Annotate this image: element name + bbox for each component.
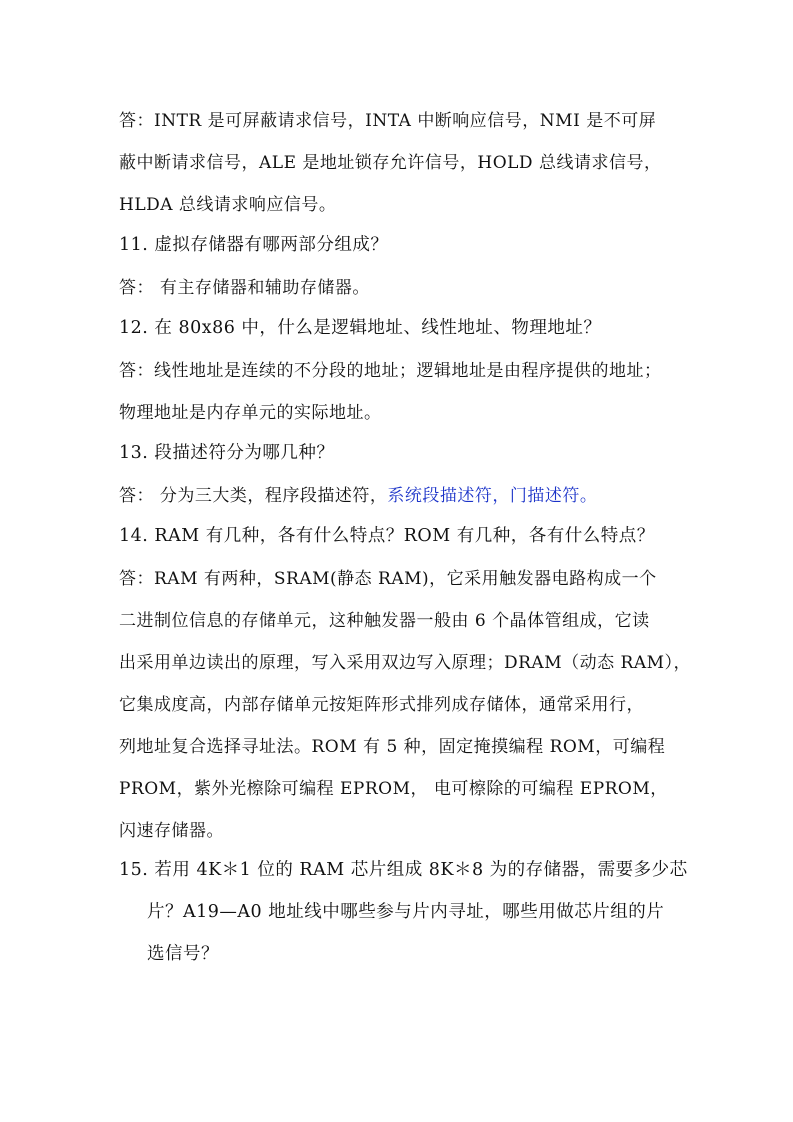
answer-10-line-2: 蔽中断请求信号，ALE 是地址锁存允许信号，HOLD 总线请求信号， xyxy=(119,153,662,173)
question-11: 11. 虚拟存储器有哪两部分组成？ xyxy=(119,235,389,255)
question-12: 12. 在 80x86 中，什么是逻辑地址、线性地址、物理地址？ xyxy=(119,318,602,338)
answer-14-line-5: 列地址复合选择寻址法。ROM 有 5 种，固定掩摸编程 ROM，可编程 xyxy=(119,737,666,757)
answer-12-line-2: 物理地址是内存单元的实际地址。 xyxy=(119,403,382,423)
answer-14-line-1: 答：RAM 有两种，SRAM(静态 RAM)，它采用触发器电路构成一个 xyxy=(119,569,657,589)
question-15-line-1: 15. 若用 4K＊1 位的 RAM 芯片组成 8K＊8 为的存储器，需要多少芯 xyxy=(119,860,688,880)
answer-10-line-1: 答：INTR 是可屏蔽请求信号，INTA 中断响应信号，NMI 是不可屏 xyxy=(119,111,657,131)
answer-14-line-3: 出采用单边读出的原理，写入采用双边写入原理；DRAM（动态 RAM）， xyxy=(119,653,691,673)
answer-12-line-1: 答：线性地址是连续的不分段的地址；逻辑地址是由程序提供的地址； xyxy=(119,361,662,381)
answer-13-blue: 系统段描述符，门描述符。 xyxy=(387,486,598,506)
answer-14-line-2: 二进制位信息的存储单元，这种触发器一般由 6 个晶体管组成，它读 xyxy=(119,611,650,631)
answer-13-black: 答： 分为三大类，程序段描述符， xyxy=(119,486,388,506)
question-15-line-2: 片？A19—A0 地址线中哪些参与片内寻址，哪些用做芯片组的片 xyxy=(147,902,665,922)
answer-14-line-6: PROM，紫外光檫除可编程 EPROM， 电可檫除的可编程 EPROM， xyxy=(119,779,668,799)
answer-10-line-3: HLDA 总线请求响应信号。 xyxy=(119,195,337,215)
answer-13 xyxy=(119,481,597,506)
answer-14-line-7: 闪速存储器。 xyxy=(119,821,224,841)
question-14: 14. RAM 有几种，各有什么特点？ROM 有几种，各有什么特点？ xyxy=(119,526,655,546)
answer-11: 答： 有主存储器和辅助存储器。 xyxy=(119,278,370,298)
question-15-line-3: 选信号？ xyxy=(147,944,219,964)
answer-14-line-4: 它集成度高，内部存储单元按矩阵形式排列成存储体，通常采用行， xyxy=(119,695,644,715)
question-13: 13. 段描述符分为哪几种？ xyxy=(119,443,335,463)
